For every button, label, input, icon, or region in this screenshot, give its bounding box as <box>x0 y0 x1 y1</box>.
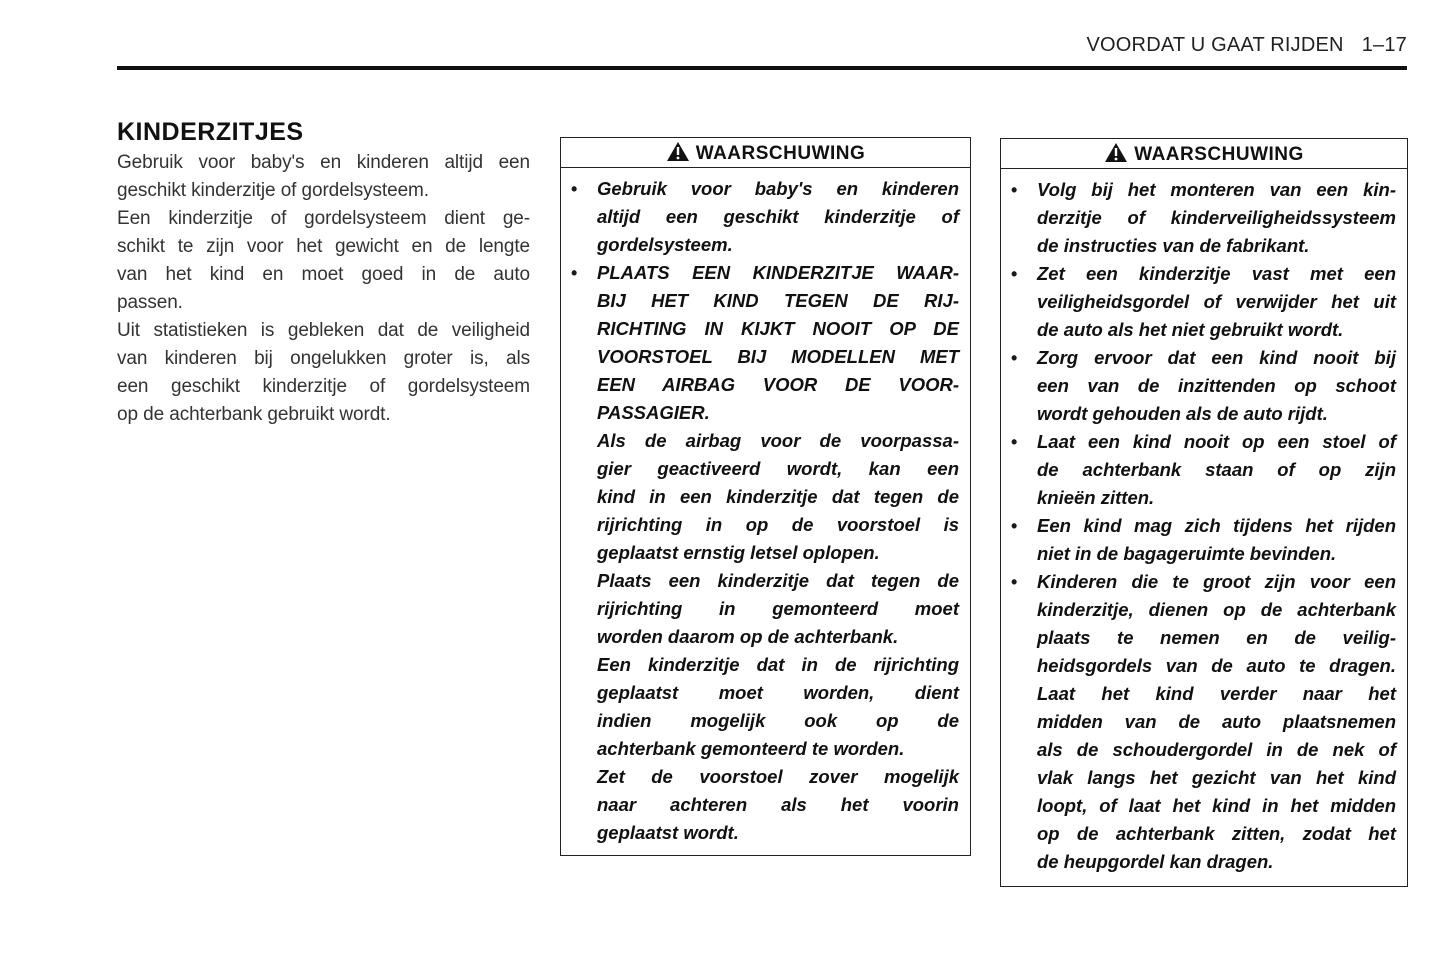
bullet-item <box>571 259 959 427</box>
text-line: Uit statistieken is gebleken dat de veiligheid <box>117 320 530 341</box>
bullet-item <box>1011 176 1396 260</box>
text-line: Een kinderzitje of gordelsysteem dient ge- <box>117 208 530 229</box>
text-line: wordt gehouden als de auto rijdt. <box>1037 403 1328 424</box>
text-line: Zorg ervoor dat een kind nooit bij <box>1037 347 1396 368</box>
paragraph <box>597 427 959 567</box>
text-line: Een kind mag zich tijdens het rijden <box>1037 515 1396 536</box>
text-line: de instructies van de fabrikant. <box>1037 235 1310 256</box>
text-line: kinderzitje, dienen op de achterbank <box>1037 599 1396 620</box>
bullet-item <box>571 175 959 259</box>
text-line: de auto als het niet gebruikt wordt. <box>1037 319 1344 340</box>
bullet-item <box>1011 260 1396 344</box>
text-line: knieën zitten. <box>1037 487 1155 508</box>
page-number: 1–17 <box>1361 34 1407 56</box>
section-title: VOORDAT U GAAT RIJDEN <box>1086 34 1344 56</box>
text-line: achterbank gemonteerd te worden. <box>597 738 905 759</box>
text-line: PASSAGIER. <box>597 402 710 423</box>
bullet-item <box>1011 428 1396 512</box>
text-line: rijrichting in op de voorstoel is <box>597 514 959 535</box>
paragraph <box>117 205 530 317</box>
text-line: Zet een kinderzitje vast met een <box>1037 263 1396 284</box>
text-line: de heupgordel kan dragen. <box>1037 851 1274 872</box>
bullet-icon: • <box>1011 348 1018 368</box>
warning-box-1 <box>560 137 971 856</box>
text-line: Plaats een kinderzitje dat tegen de <box>597 570 959 591</box>
text-line: PLAATS EEN KINDERZITJE WAAR- <box>597 262 959 283</box>
text-line: passen. <box>117 292 183 313</box>
text-line: Volg bij het monteren van een kin- <box>1037 179 1396 200</box>
text-line: vlak langs het gezicht van het kind <box>1037 767 1396 788</box>
bullet-item <box>1011 512 1396 568</box>
text-line: Als de airbag voor de voorpassa- <box>597 430 959 451</box>
bullet-icon: • <box>1011 432 1018 452</box>
text-line: worden daarom op de achterbank. <box>597 626 899 647</box>
text-line: geplaatst moet worden, dient <box>597 682 959 703</box>
text-line: rijrichting in gemonteerd moet <box>597 598 959 619</box>
text-line: geschikt kinderzitje of gordelsysteem. <box>117 180 429 201</box>
text-line: geplaatst ernstig letsel oplopen. <box>597 542 880 563</box>
text-line: Laat een kind nooit op een stoel of <box>1037 431 1396 452</box>
paragraph <box>117 149 530 205</box>
text-line: BIJ HET KIND TEGEN DE RIJ- <box>597 290 959 311</box>
text-line: naar achteren als het voorin <box>597 794 959 815</box>
text-line: Laat het kind verder naar het <box>1037 683 1396 704</box>
text-line: van het kind en moet goed in de auto <box>117 264 530 285</box>
text-line: indien mogelijk ook op de <box>597 710 959 731</box>
text-line: plaats te nemen en de veilig- <box>1037 627 1396 648</box>
text-line: heidsgordels van de auto te dragen. <box>1037 655 1396 676</box>
bullet-icon: • <box>1011 180 1018 200</box>
text-line: RICHTING IN KIJKT NOOIT OP DE <box>597 318 959 339</box>
paragraph <box>597 567 959 651</box>
text-line: altijd een geschikt kinderzitje of <box>597 206 959 227</box>
text-line: VOORSTOEL BIJ MODELLEN MET <box>597 346 959 367</box>
text-line: op de achterbank zitten, zodat het <box>1037 823 1396 844</box>
intro-column <box>117 118 530 429</box>
text-line: schikt te zijn voor het gewicht en de lengte <box>117 236 530 257</box>
text-line: Gebruik voor baby's en kinderen altijd een <box>117 152 530 173</box>
text-line: loopt, of laat het kind in het midden <box>1037 795 1396 816</box>
bullet-icon: • <box>571 179 578 199</box>
text-line: derzitje of kinderveiligheidssysteem <box>1037 207 1396 228</box>
text-line: gordelsysteem. <box>597 234 733 255</box>
text-line: op de achterbank gebruikt wordt. <box>117 404 391 425</box>
header-rule <box>117 66 1407 70</box>
paragraph <box>117 317 530 429</box>
text-line: Zet de voorstoel zover mogelijk <box>597 766 959 787</box>
text-line: geplaatst wordt. <box>597 822 739 843</box>
text-line: gier geactiveerd wordt, kan een <box>597 458 959 479</box>
bullet-icon: • <box>1011 516 1018 536</box>
bullet-icon: • <box>1011 572 1018 592</box>
bullet-icon: • <box>571 263 578 283</box>
warning-header <box>561 138 970 168</box>
warning-body <box>1001 169 1407 876</box>
paragraph <box>597 651 959 763</box>
text-line: niet in de bagageruimte bevinden. <box>1037 543 1337 564</box>
warning-title: WAARSCHUWING <box>695 143 866 164</box>
section-heading: KINDERZITJES <box>117 118 304 146</box>
text-line: een geschikt kinderzitje of gordelsysteem <box>117 376 530 397</box>
text-line: Kinderen die te groot zijn voor een <box>1037 571 1396 592</box>
text-line: als de schoudergordel in de nek of <box>1037 739 1396 760</box>
warning-box-2 <box>1000 138 1408 887</box>
text-line: midden van de auto plaatsnemen <box>1037 711 1396 732</box>
text-line: de achterbank staan of op zijn <box>1037 459 1396 480</box>
intro-text <box>117 149 530 429</box>
text-line: veiligheidsgordel of verwijder het uit <box>1037 291 1396 312</box>
paragraph <box>597 763 959 847</box>
text-line: EEN AIRBAG VOOR DE VOOR- <box>597 374 959 395</box>
warning-title: WAARSCHUWING <box>1134 144 1304 165</box>
text-line: kind in een kinderzitje dat tegen de <box>597 486 959 507</box>
bullet-item <box>1011 344 1396 428</box>
warning-body <box>561 168 970 847</box>
warning-header <box>1001 139 1407 169</box>
bullet-icon: • <box>1011 264 1018 284</box>
text-line: Gebruik voor baby's en kinderen <box>597 178 959 199</box>
running-header <box>1087 34 1408 57</box>
text-line: Een kinderzitje dat in de rijrichting <box>597 654 959 675</box>
text-line: van kinderen bij ongelukken groter is, als <box>117 348 530 369</box>
text-line: een van de inzittenden op schoot <box>1037 375 1396 396</box>
bullet-item <box>1011 568 1396 876</box>
